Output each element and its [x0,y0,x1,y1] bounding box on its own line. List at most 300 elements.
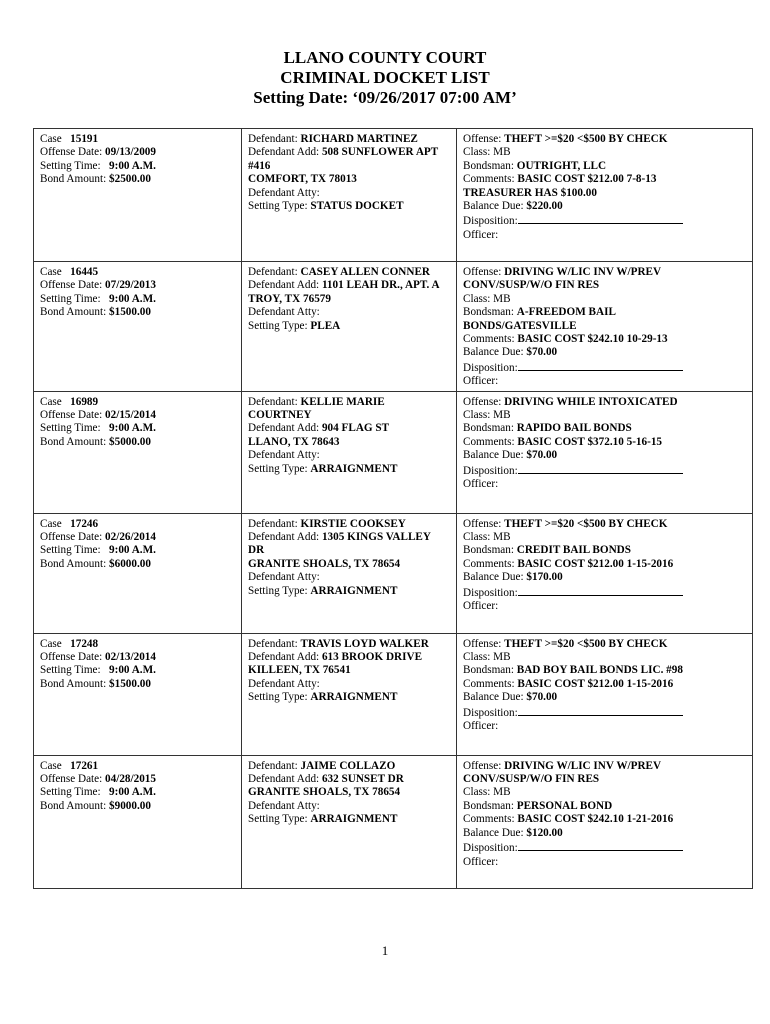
bondsman-line [463,422,746,435]
balance-due: $70.00 [526,346,558,359]
field-label: Setting Type: [248,462,308,475]
disposition-line [463,840,746,855]
setting-type-line [248,691,450,704]
field-label: Class: [463,292,491,305]
field-label: Case [40,517,62,530]
setting-time: 9:00 A.M. [109,292,156,305]
bond-amount-line [40,558,235,571]
field-label: Class: [463,786,491,799]
officer-line [463,229,746,242]
field-label: Officer: [463,375,499,388]
case-info-cell [34,391,242,513]
bondsman: PERSONAL BOND [516,799,613,812]
officer-line [463,600,746,613]
defendant-name-cont: COURTNEY [248,409,312,422]
class-line [463,651,746,664]
comments: BASIC COST $212.00 1-15-2016 [517,557,674,570]
field-label: Class: [463,409,491,422]
offense-class: MB [493,651,511,664]
field-label: Balance Due: [463,826,524,839]
case-number: 15191 [70,133,99,145]
case-number-line [40,760,235,773]
field-label: Defendant Add: [248,422,320,435]
offense-line [463,266,746,279]
field-label: Comments: [463,435,515,448]
setting-date: Setting Date: ‘09/26/2017 07:00 AM’ [253,88,517,107]
offense: THEFT >=$20 <$500 BY CHECK [504,517,668,530]
case-number: 17248 [70,637,99,650]
bond-amount-line [40,173,235,186]
bondsman: CREDIT BAIL BONDS [516,544,631,557]
field-label: Bondsman: [463,306,514,319]
field-label: Balance Due: [463,449,524,462]
addr-line3-line [248,173,450,186]
field-label: Bond Amount: [40,306,107,319]
officer-line [463,375,746,388]
docket-title: CRIMINAL DOCKET LIST [280,68,490,87]
defendant-address-line [248,279,450,292]
comments: BASIC COST $212.00 1-15-2016 [517,677,674,690]
addr-line2-line [248,436,450,449]
defendant-cell [242,129,457,262]
field-label: Balance Due: [463,691,524,704]
class-line [463,786,746,799]
field-label: Offense Date: [40,773,103,786]
address-line-3: GRANITE SHOALS, TX 78654 [248,557,401,570]
bondsman: A-FREEDOM BAIL [516,306,616,319]
offense-date-line [40,651,235,664]
offense-cell [457,513,753,633]
offense: DRIVING WHILE INTOXICATED [504,395,678,408]
field-label: Setting Time: [40,786,101,799]
comments: BASIC COST $372.10 5-16-15 [517,435,663,448]
field-label: Case [40,133,62,145]
field-label: Bondsman: [463,544,514,557]
offense-class: MB [493,786,511,799]
field-label: Disposition: [463,586,518,599]
field-label: Officer: [463,720,499,733]
defendant-name: RICHARD MARTINEZ [300,133,418,145]
offense: THEFT >=$20 <$500 BY CHECK [504,637,668,650]
offense-class: MB [493,409,511,422]
case-info-cell [34,633,242,755]
field-label: Offense: [463,266,502,278]
field-label: Balance Due: [463,200,524,213]
comments: BASIC COST $242.10 10-29-13 [517,333,668,346]
case-number-line [40,266,235,279]
bond-amount: $2500.00 [109,173,151,186]
field-label: Offense Date: [40,146,103,159]
field-label: Defendant Atty: [248,186,320,199]
disposition-blank [518,463,683,474]
balance-due: $70.00 [526,691,558,704]
comments-line [463,436,746,449]
field-label: Comments: [463,173,515,186]
field-label: Defendant: [248,517,298,530]
offense-date-line [40,146,235,159]
disposition-line [463,213,746,228]
field-label: Comments: [463,813,515,826]
disposition-blank [518,360,683,371]
field-label: Bond Amount: [40,435,107,448]
court-title: LLANO COUNTY COURT [283,48,487,67]
setting-time-line [40,544,235,557]
defendant-address-line [248,422,450,435]
field-label: Defendant Atty: [248,799,320,812]
addr-line2-line [248,544,450,557]
offense-class: MB [493,531,511,544]
setting-time-line [40,664,235,677]
balance-due-line [463,346,746,359]
offense-cell [457,391,753,513]
balance-due: $170.00 [526,571,563,584]
field-label: Bondsman: [463,799,514,812]
field-label: Bond Amount: [40,799,107,812]
field-label: Comments: [463,333,515,346]
page-number: 1 [381,943,389,958]
offense-date: 02/15/2014 [105,409,156,422]
offense-cell [457,129,753,262]
disposition-line [463,585,746,600]
field-label: Bondsman: [463,159,514,172]
bond-amount: $6000.00 [109,557,151,570]
field-label: Setting Type: [248,813,308,826]
setting-type-line [248,585,450,598]
field-label: Officer: [463,600,499,613]
comments-line [463,558,746,571]
field-label: Defendant Add: [248,279,320,292]
setting-type: ARRAIGNMENT [310,691,398,704]
field-label: Offense: [463,517,502,530]
setting-time: 9:00 A.M. [109,422,156,435]
offense-date-line [40,279,235,292]
defendant-atty-line [248,187,450,200]
defendant-cell [242,755,457,888]
officer-line [463,720,746,733]
balance-due: $220.00 [526,200,563,213]
offense-line [463,396,746,409]
bondsman-line [463,664,746,677]
comments-cont: TREASURER HAS $100.00 [463,186,597,199]
offense-line2-line [463,773,746,786]
comments: BASIC COST $212.00 7-8-13 [517,173,657,186]
case-info-cell [34,129,242,262]
field-label: Disposition: [463,464,518,477]
case-info-cell [34,755,242,888]
setting-time: 9:00 A.M. [109,786,156,799]
offense-cont: CONV/SUSP/W/O FIN RES [463,279,600,292]
field-label: Offense: [463,395,502,408]
balance-due: $120.00 [526,826,563,839]
disposition-blank [518,213,683,224]
field-label: Class: [463,651,491,664]
offense-cont: CONV/SUSP/W/O FIN RES [463,773,600,786]
field-label: Officer: [463,228,499,241]
offense-date: 02/13/2014 [105,651,156,664]
case-row-16445 [34,262,753,392]
offense: DRIVING W/LIC INV W/PREV [504,266,662,278]
case-row-17246 [34,513,753,633]
officer-line [463,856,746,869]
offense-cell [457,755,753,888]
offense-line [463,638,746,651]
field-label: Defendant: [248,395,298,408]
defendant-atty-line [248,571,450,584]
offense-date: 02/26/2014 [105,531,156,544]
field-label: Class: [463,146,491,159]
case-number: 17246 [70,517,99,530]
offense-cell [457,633,753,755]
field-label: Defendant Add: [248,651,320,664]
comments-line [463,333,746,346]
defendant-address: 632 SUNSET DR [321,773,404,786]
address-line-2: LLANO, TX 78643 [248,435,340,448]
address-line-2: KILLEEN, TX 76541 [248,664,351,677]
class-line [463,146,746,159]
addr-line2-line [248,293,450,306]
defendant-name: KELLIE MARIE [300,395,385,408]
field-label: Disposition: [463,361,518,374]
field-label: Offense Date: [40,409,103,422]
field-label: Comments: [463,677,515,690]
defendant-atty-line [248,306,450,319]
field-label: Offense: [463,133,502,145]
field-label: Case [40,759,62,772]
field-label: Offense Date: [40,531,103,544]
bondsman-line [463,160,746,173]
field-label: Disposition: [463,215,518,228]
defendant-address: 1101 LEAH DR., APT. A [321,279,440,292]
offense-line [463,133,746,146]
bond-amount: $1500.00 [109,306,151,319]
defendant-line [248,638,450,651]
addr-line2-line [248,160,450,173]
offense-date: 04/28/2015 [105,773,156,786]
comments-line [463,813,746,826]
field-label: Bondsman: [463,422,514,435]
defendant-line [248,760,450,773]
addr-line3-line [248,558,450,571]
bondsman-cont: BONDS/GATESVILLE [463,319,577,332]
addr-line2-line [248,786,450,799]
defendant-atty-line [248,449,450,462]
bondsman-line [463,306,746,319]
address-line-2: DR [248,544,265,557]
field-label: Setting Time: [40,159,101,172]
setting-type: ARRAIGNMENT [310,462,398,475]
field-label: Setting Time: [40,292,101,305]
field-label: Defendant Atty: [248,677,320,690]
address-line-2: #416 [248,159,271,172]
setting-type: ARRAIGNMENT [310,584,398,597]
offense-line [463,518,746,531]
setting-time-line [40,786,235,799]
bond-amount: $5000.00 [109,435,151,448]
setting-time-line [40,160,235,173]
field-label: Defendant Add: [248,773,320,786]
offense-class: MB [493,146,511,159]
field-label: Offense: [463,759,502,772]
offense-date-line [40,531,235,544]
field-label: Case [40,637,62,650]
field-label: Offense: [463,637,502,650]
case-number: 16445 [70,266,99,278]
class-line [463,293,746,306]
bondsman-line2-line [463,320,746,333]
offense-cell [457,262,753,392]
offense: THEFT >=$20 <$500 BY CHECK [504,133,668,145]
balance-due-line [463,571,746,584]
field-label: Defendant: [248,637,298,650]
defendant-address-line [248,773,450,786]
document-header [0,48,770,108]
bondsman: OUTRIGHT, LLC [516,159,607,172]
bond-amount-line [40,800,235,813]
offense-class: MB [493,292,511,305]
case-row-17248 [34,633,753,755]
docket-table [33,128,753,889]
offense-line2-line [463,279,746,292]
setting-type: ARRAIGNMENT [310,813,398,826]
defendant-line [248,133,450,146]
addr-line2-line [248,664,450,677]
disposition-blank [518,840,683,851]
defendant-line [248,396,450,409]
bond-amount-line [40,306,235,319]
case-number: 17261 [70,759,99,772]
defendant-cell [242,513,457,633]
defendant-address: 613 BROOK DRIVE [321,651,423,664]
case-info-cell [34,262,242,392]
field-label: Defendant: [248,133,298,145]
defendant-address-line [248,651,450,664]
bondsman: BAD BOY BAIL BONDS LIC. #98 [516,664,683,677]
defendant-cell [242,633,457,755]
setting-type-line [248,320,450,333]
field-label: Defendant Atty: [248,306,320,319]
defendant-atty-line [248,800,450,813]
setting-time-line [40,293,235,306]
setting-type-line [248,813,450,826]
case-number: 16989 [70,395,99,408]
address-line-3: COMFORT, TX 78013 [248,173,357,186]
field-label: Setting Type: [248,691,308,704]
case-number-line [40,396,235,409]
field-label: Bond Amount: [40,677,107,690]
field-label: Bondsman: [463,664,514,677]
defendant-cell [242,262,457,392]
class-line [463,409,746,422]
setting-time: 9:00 A.M. [109,664,156,677]
offense-date-line [40,409,235,422]
bond-amount: $1500.00 [109,677,151,690]
defendant-name: TRAVIS LOYD WALKER [300,637,429,650]
disposition-line [463,463,746,478]
offense-date-line [40,773,235,786]
field-label: Defendant Add: [248,146,320,159]
balance-due-line [463,200,746,213]
balance-due: $70.00 [526,449,558,462]
case-number-line [40,638,235,651]
case-row-16989 [34,391,753,513]
defendant-name: KIRSTIE COOKSEY [300,517,406,530]
disposition-line [463,360,746,375]
field-label: Comments: [463,557,515,570]
field-label: Setting Time: [40,544,101,557]
case-info-cell [34,513,242,633]
comments-line2-line [463,187,746,200]
case-row-17261 [34,755,753,888]
field-label: Disposition: [463,842,518,855]
bondsman: RAPIDO BAIL BONDS [516,422,632,435]
defendant-cell [242,391,457,513]
field-label: Offense Date: [40,651,103,664]
defendant-line2-line [248,409,450,422]
field-label: Balance Due: [463,571,524,584]
defendant-name: JAIME COLLAZO [300,759,396,772]
defendant-line [248,518,450,531]
field-label: Balance Due: [463,346,524,359]
offense-line [463,760,746,773]
address-line-2: TROY, TX 76579 [248,292,331,305]
field-label: Case [40,395,62,408]
field-label: Defendant Atty: [248,449,320,462]
setting-type-line [248,463,450,476]
offense: DRIVING W/LIC INV W/PREV [504,759,662,772]
defendant-name: CASEY ALLEN CONNER [300,266,431,278]
setting-type: STATUS DOCKET [310,200,404,213]
setting-time-line [40,422,235,435]
disposition-blank [518,705,683,716]
field-label: Case [40,266,62,278]
defendant-address: 904 FLAG ST [321,422,390,435]
field-label: Class: [463,531,491,544]
balance-due-line [463,449,746,462]
field-label: Setting Type: [248,200,308,213]
bondsman-line [463,544,746,557]
defendant-address-line [248,146,450,159]
disposition-line [463,705,746,720]
setting-time: 9:00 A.M. [109,159,156,172]
officer-line [463,478,746,491]
field-label: Defendant: [248,759,298,772]
field-label: Setting Type: [248,584,308,597]
case-row-15191 [34,129,753,262]
field-label: Defendant: [248,266,298,278]
balance-due-line [463,691,746,704]
setting-type-line [248,200,450,213]
case-number-line [40,518,235,531]
field-label: Officer: [463,478,499,491]
bond-amount-line [40,678,235,691]
field-label: Setting Type: [248,319,308,332]
defendant-address-line [248,531,450,544]
field-label: Setting Time: [40,664,101,677]
field-label: Setting Time: [40,422,101,435]
defendant-address: 1305 KINGS VALLEY [321,531,431,544]
field-label: Defendant Add: [248,531,320,544]
address-line-2: GRANITE SHOALS, TX 78654 [248,786,401,799]
field-label: Bond Amount: [40,173,107,186]
balance-due-line [463,827,746,840]
offense-date: 07/29/2013 [105,279,156,292]
field-label: Bond Amount: [40,557,107,570]
defendant-line [248,266,450,279]
offense-date: 09/13/2009 [105,146,156,159]
comments-line [463,678,746,691]
field-label: Defendant Atty: [248,571,320,584]
field-label: Offense Date: [40,279,103,292]
